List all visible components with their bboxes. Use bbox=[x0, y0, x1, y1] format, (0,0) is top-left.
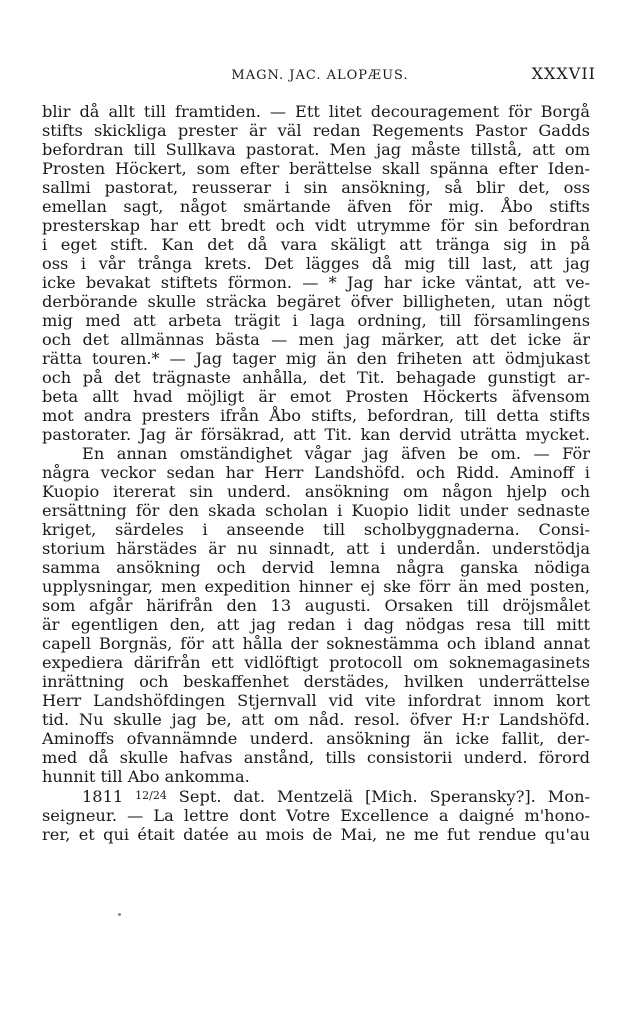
text-line: presterskap har ett bredt och vidt utrymme för sin befordran bbox=[42, 216, 590, 235]
text-line: seigneur. — La lettre dont Votre Excellence a daigné m'hono- bbox=[42, 806, 590, 825]
letter-date-line bbox=[42, 786, 590, 806]
text-line: inrättning och beskaffenhet derstädes, hvilken underrättelse bbox=[42, 672, 590, 691]
paragraph-start-line: En annan omständighet vågar jag äfven be om. — För bbox=[82, 444, 590, 463]
print-speck bbox=[118, 913, 121, 916]
text-line: med då skulle hafvas anstånd, tills consistorii underd. förord bbox=[42, 748, 590, 767]
text-line: och det allmännas bästa — men jag märker, att det icke är bbox=[42, 330, 590, 349]
running-head bbox=[40, 64, 600, 88]
text-line: som afgår härifrån den 13 augusti. Orsaken till dröjsmålet bbox=[42, 596, 590, 615]
text-line: rätta touren.* — Jag tager mig än den friheten att ödmjukast bbox=[42, 349, 590, 368]
letter-day-fraction: 12/24 bbox=[135, 789, 167, 802]
text-line: ersättning för den skada scholan i Kuopio lidit under sednaste bbox=[42, 501, 590, 520]
text-line: capell Borgnäs, för att hålla der soknestämma och ibland annat bbox=[42, 634, 590, 653]
running-title: MAGN. JAC. ALOPÆUS. bbox=[231, 68, 409, 83]
text-line: rer, et qui était datée au mois de Mai, ne me fut rendue qu'au bbox=[42, 825, 590, 844]
text-line: och på det trägnaste anhålla, det Tit. behagade gunstigt ar- bbox=[42, 368, 590, 387]
text-line: expediera därifrån ett vidlöftigt protocoll om soknemagasinets bbox=[42, 653, 590, 672]
text-line: Aminoffs ofvannämnde underd. ansökning än icke fallit, der- bbox=[42, 729, 590, 748]
text-line: oss i vår trånga krets. Det lägges då mig till last, att jag bbox=[42, 254, 590, 273]
text-line: storium härstädes är nu sinnadt, att i underdån. understödja bbox=[42, 539, 590, 558]
text-line: stifts skickliga prester är väl redan Regements Pastor Gadds bbox=[42, 121, 590, 140]
text-line: i eget stift. Kan det då vara skäligt att tränga sig in på bbox=[42, 235, 590, 254]
text-line: är egentligen den, att jag redan i dag nödgas resa till mitt bbox=[42, 615, 590, 634]
text-line: tid. Nu skulle jag be, att om nåd. resol. öfver H:r Landshöfd. bbox=[42, 710, 590, 729]
text-line: befordran till Sullkava pastorat. Men jag måste tillstå, att om bbox=[42, 140, 590, 159]
text-line: mot andra presters ifrån Åbo stifts, befordran, till detta stifts bbox=[42, 406, 590, 425]
text-line: blir då allt till framtiden. — Ett litet decouragement för Borgå bbox=[42, 102, 590, 121]
text-line: Prosten Höckert, som efter berättelse skall spänna efter Iden- bbox=[42, 159, 590, 178]
text-line: upplysningar, men expedition hinner ej ske förr än med posten, bbox=[42, 577, 590, 596]
page-number: XXXVII bbox=[531, 64, 596, 83]
letter-year: 1811 bbox=[82, 787, 124, 806]
text-line: Kuopio itererat sin underd. ansökning om någon hjelp och bbox=[42, 482, 590, 501]
text-line: icke bevakat stiftets förmon. — * Jag har icke väntat, att ve- bbox=[42, 273, 590, 292]
text-line: beta allt hvad möjligt är emot Prosten Höckerts äfvensom bbox=[42, 387, 590, 406]
text-line: sallmi pastorat, reusserar i sin ansökning, så blir det, oss bbox=[42, 178, 590, 197]
text-line: Herr Landshöfdingen Stjernvall vid vite infordrat innom kort bbox=[42, 691, 590, 710]
text-line: samma ansökning och dervid lemna några ganska nödiga bbox=[42, 558, 590, 577]
letter-heading: Sept. dat. Mentzelä [Mich. Speransky?]. Mon- bbox=[178, 787, 590, 806]
text-line: emellan sagt, något smärtande äfven för mig. Åbo stifts bbox=[42, 197, 590, 216]
text-line: mig med att arbeta trägit i laga ordning, till församlingens bbox=[42, 311, 590, 330]
text-line: några veckor sedan har Herr Landshöfd. och Ridd. Aminoff i bbox=[42, 463, 590, 482]
text-line: kriget, särdeles i anseende till scholbyggnaderna. Consi- bbox=[42, 520, 590, 539]
text-line: pastorater. Jag är försäkrad, att Tit. kan dervid uträtta mycket. bbox=[42, 425, 590, 444]
body-text bbox=[42, 102, 590, 844]
paragraph-end-line: hunnit till Abo ankomma. bbox=[42, 767, 250, 786]
text-line: derbörande skulle sträcka begäret öfver billigheten, utan nögt bbox=[42, 292, 590, 311]
